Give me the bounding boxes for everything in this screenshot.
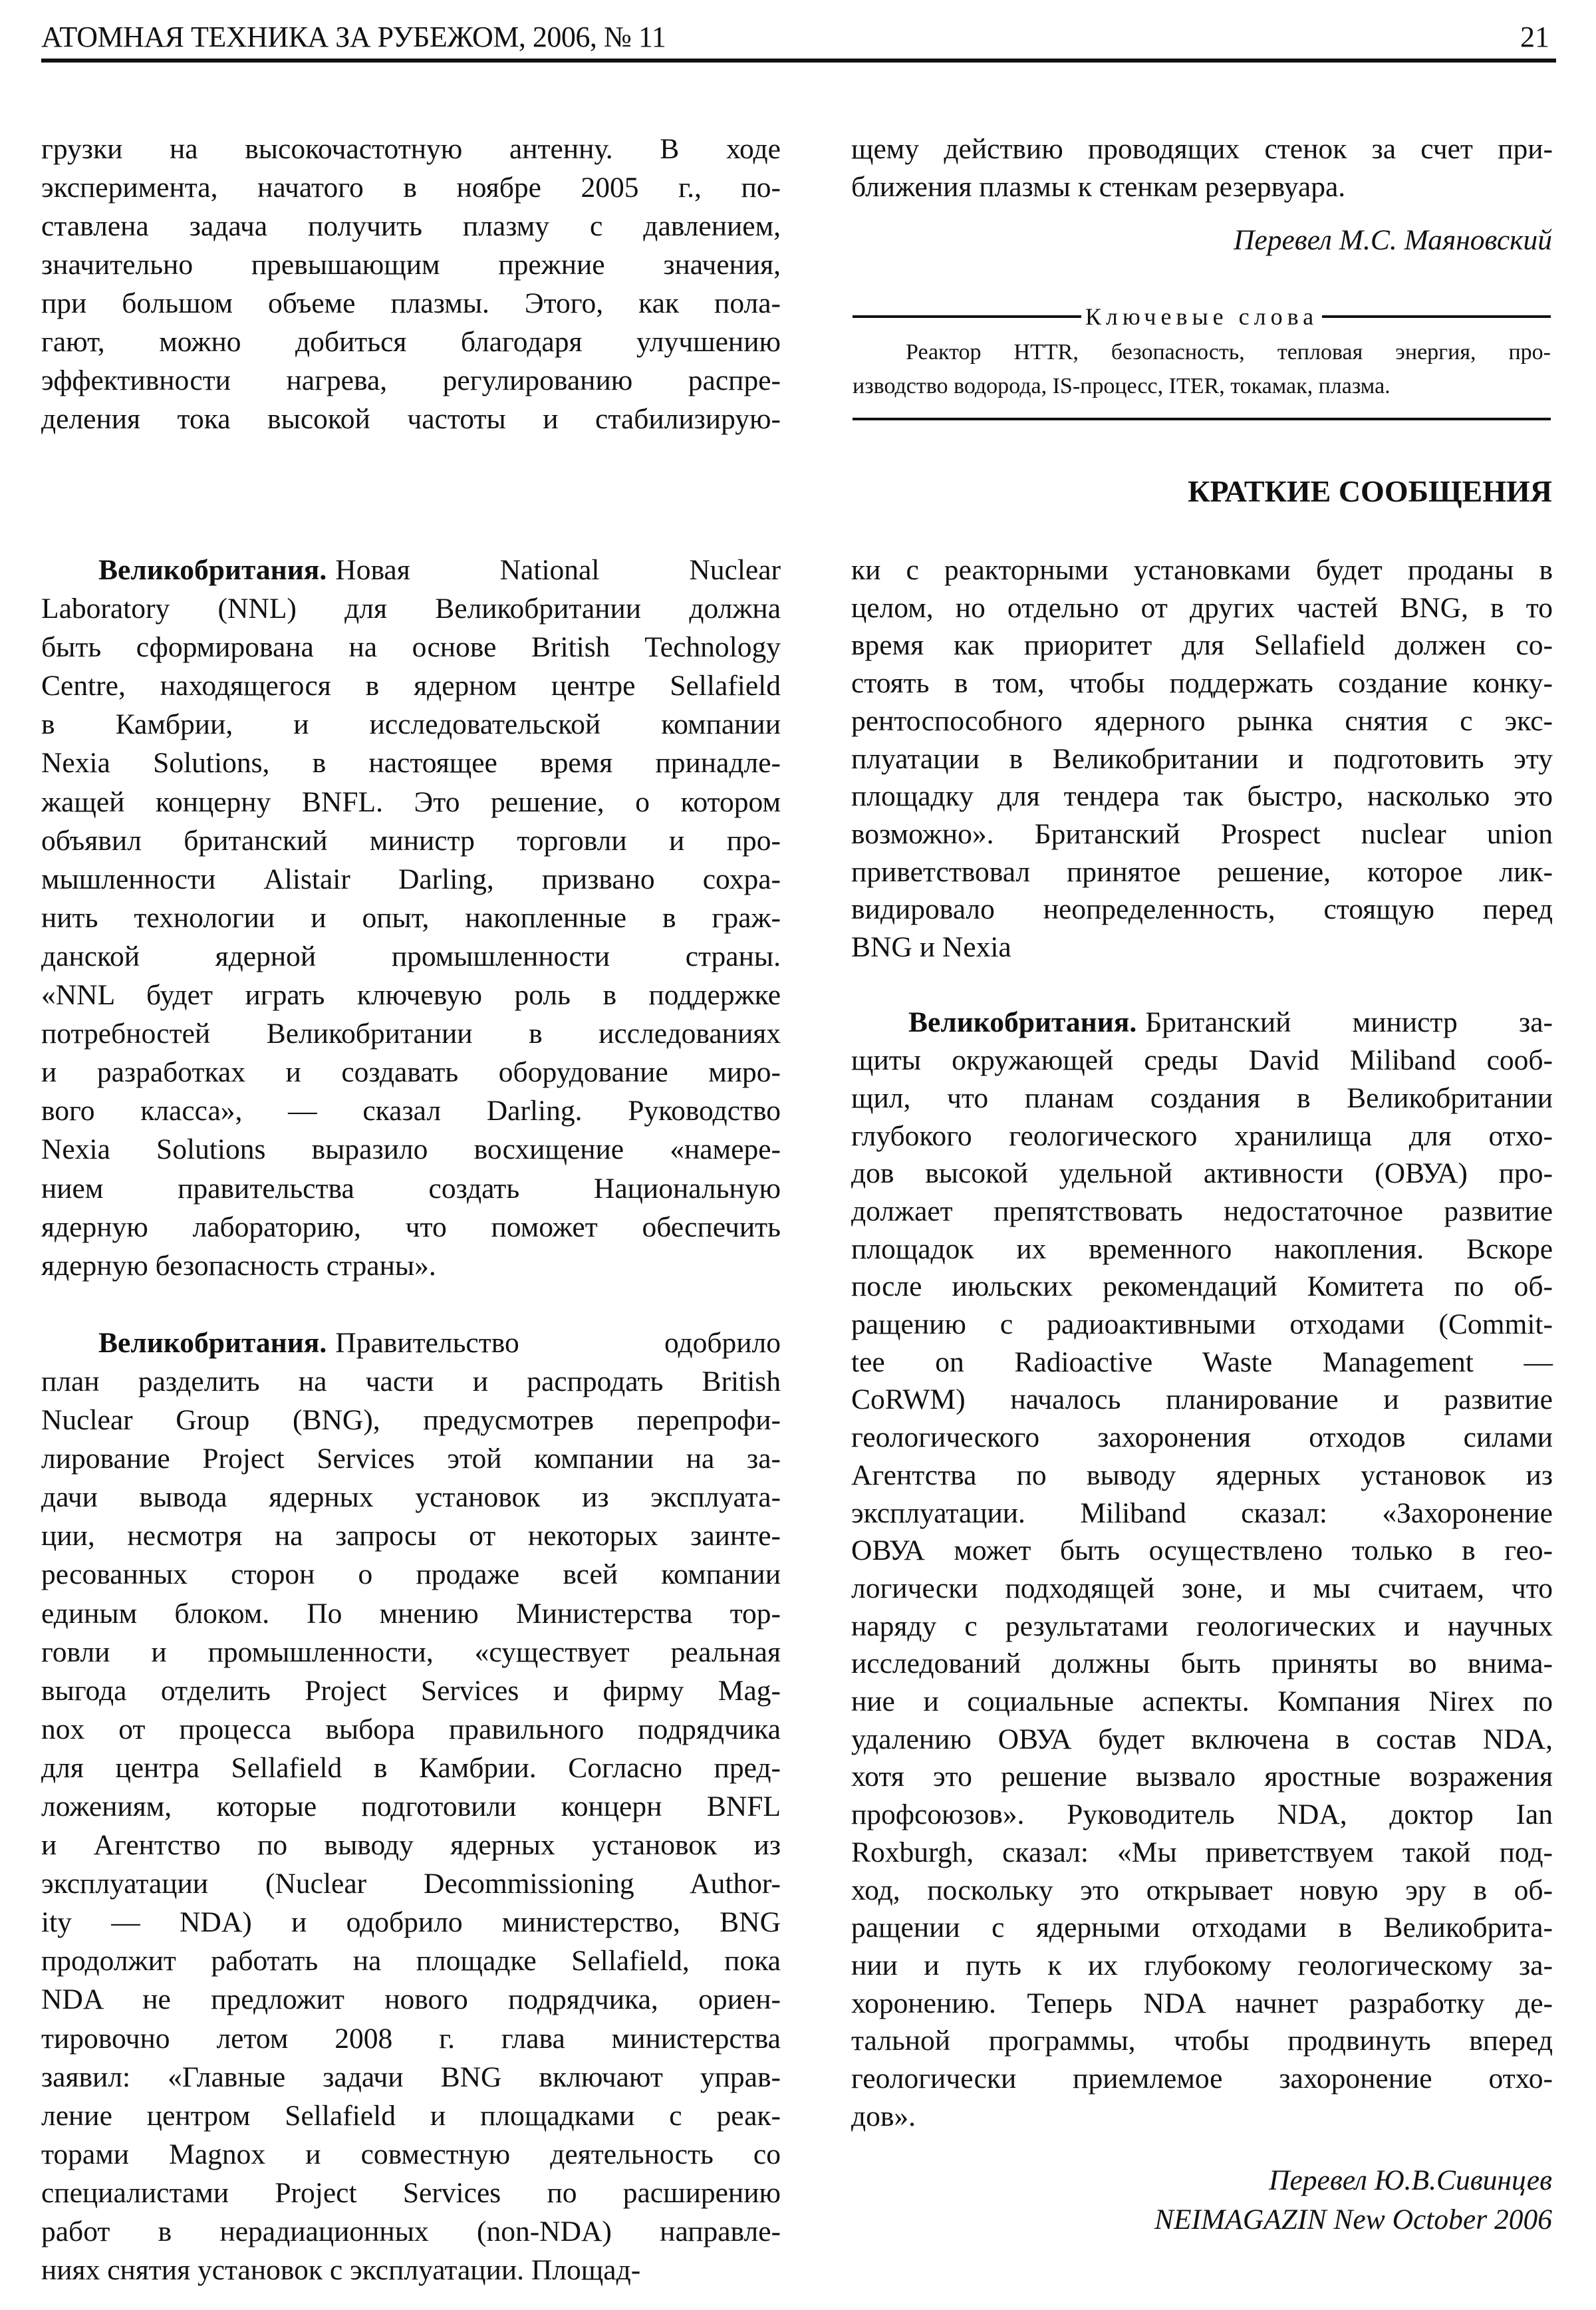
- text-line: [41, 1439, 781, 1478]
- text-line: [41, 2019, 781, 2058]
- line-text: щему действию проводящих стенок за счет при-: [851, 133, 1553, 165]
- text-line: [851, 1419, 1553, 1457]
- line-text: логически подходящей зоне, и мы считаем, что: [851, 1572, 1553, 1604]
- line-text: хоронению. Теперь NDA начнет разработку де-: [851, 1987, 1553, 2019]
- text-line: [41, 284, 781, 323]
- text-line: [851, 2022, 1553, 2060]
- text-line: [41, 130, 781, 168]
- header-rule: [41, 59, 1556, 63]
- text-line: [41, 1053, 781, 1091]
- line-text: значительно превышающим прежние значения,: [41, 249, 781, 281]
- text-line: [41, 1594, 781, 1633]
- line-text: исследований должны быть приняты во внима-: [851, 1648, 1553, 1680]
- line-text: ращении с ядерными отходами в Великобрита-: [851, 1912, 1553, 1944]
- line-text: ближения плазмы к стенкам резервуара.: [851, 171, 1346, 203]
- line-text: нием правительства создать Национальную: [41, 1172, 781, 1205]
- line-text: Nexia Solutions выразило восхищение «намере-: [41, 1133, 781, 1166]
- text-line: [851, 1080, 1553, 1117]
- text-line: [851, 2098, 1553, 2136]
- line-text: Nexia Solutions, в настоящее время принадле-: [41, 747, 781, 780]
- line-text: после июльских рекомендаций Комитета по об-: [851, 1270, 1553, 1303]
- line-text: хотя это решение вызвало яростные возражения: [851, 1761, 1553, 1793]
- line-text: ity — NDA) и одобрило министерство, BNG: [41, 1906, 781, 1939]
- line-text: приветствовал принятое решение, которое лик-: [851, 855, 1553, 888]
- line-text: CoRWM) началось планирование и развитие: [851, 1383, 1553, 1416]
- text-line: [851, 891, 1553, 929]
- text-line: [41, 899, 781, 937]
- line-text: работ в нерадиационных (non-NDA) направле-: [41, 2216, 781, 2248]
- line-text: щил, что планам создания в Великобритании: [851, 1082, 1553, 1114]
- line-text: Правительство одобрило: [335, 1326, 781, 1359]
- text-line: [41, 1091, 781, 1130]
- text-line: [41, 705, 781, 744]
- text-line: [851, 130, 1553, 168]
- text-line: [41, 1555, 781, 1594]
- text-line: [41, 1401, 781, 1439]
- text-line: [851, 853, 1553, 891]
- line-text: продолжит работать на площадке Sellafield, пока: [41, 1945, 781, 1977]
- text-line: [851, 1758, 1553, 1796]
- line-text: ОВУА может быть осуществлено только в гео-: [851, 1534, 1553, 1567]
- text-line: [41, 1516, 781, 1555]
- line-text: объявил британский министр торговли и про-: [41, 824, 781, 857]
- text-line: [41, 628, 781, 666]
- line-text: удалению ОВУА будет включена в состав NDA,: [851, 1723, 1553, 1755]
- text-line: [851, 1306, 1553, 1344]
- line-text: целом, но отдельно от других частей BNG, в то: [851, 591, 1553, 624]
- text-line: [851, 1495, 1553, 1532]
- text-line: [41, 1903, 781, 1942]
- article-continuation-right: [851, 130, 1553, 206]
- line-text: дачи вывода ядерных установок из эксплуата-: [41, 1481, 781, 1514]
- translator-credit: Перевел Ю.В.Сивинцев: [1269, 2164, 1552, 2196]
- line-text: профсоюзов». Руководитель NDA, доктор Ian: [851, 1799, 1553, 1831]
- line-text: в Камбрии, и исследовательской компании: [41, 708, 781, 741]
- line-text: BNG и Nexia: [851, 931, 1011, 964]
- journal-header-title: АТОМНАЯ ТЕХНИКА ЗА РУБЕЖОМ, 2006, № 11: [41, 21, 666, 53]
- text-line: [851, 1645, 1553, 1683]
- text-line: [851, 1909, 1553, 1947]
- line-text: и разработках и создавать оборудование миро-: [41, 1056, 781, 1089]
- line-text: nox от процесса выбора правильного подрядчика: [41, 1713, 781, 1745]
- text-line: [851, 702, 1553, 740]
- text-line: [851, 1834, 1553, 1872]
- text-line: [851, 1796, 1553, 1834]
- text-line: [851, 1117, 1553, 1155]
- text-line: [851, 1042, 1553, 1080]
- line-text: должает препятствовать недостаточное развитие: [851, 1195, 1553, 1227]
- text-line: [41, 821, 781, 860]
- line-text: нии и путь к их глубокому геологическому за-: [851, 1949, 1553, 1981]
- text-line: [41, 245, 781, 284]
- text-line: [41, 2251, 781, 2289]
- text-line: [851, 1230, 1553, 1268]
- line-text: геологически приемлемое захоронение отхо-: [851, 2063, 1553, 2095]
- divider: [853, 315, 1081, 318]
- paragraph-lead: Великобритания.: [908, 1006, 1137, 1039]
- line-text: жащей концерну BNFL. Это решение, о котором: [41, 786, 781, 818]
- keywords-heading: [853, 298, 1551, 335]
- line-text: Nuclear Group (BNG), предусмотрев перепрофи-: [41, 1404, 781, 1437]
- keywords-list: [853, 335, 1551, 403]
- text-line: [41, 1130, 781, 1169]
- text-line: [41, 1864, 781, 1903]
- keywords-title: Ключевые слова: [1085, 303, 1319, 330]
- text-line: [851, 627, 1553, 664]
- text-line: [41, 361, 781, 400]
- text-line: [41, 860, 781, 899]
- line-text: «NNL будет играть ключевую роль в поддержке: [41, 979, 781, 1012]
- line-text: ние и социальные аспекты. Компания Nirex по: [851, 1685, 1553, 1718]
- text-line: [851, 1268, 1553, 1306]
- line-text: время как приоритет для Sellafield должен со-: [851, 629, 1553, 662]
- line-text: быть сформирована на основе British Technology: [41, 631, 781, 664]
- line-text: деления тока высокой частоты и стабилизирую-: [41, 403, 781, 435]
- divider: [1322, 315, 1551, 318]
- text-line: [41, 2174, 781, 2212]
- line-text: дов».: [851, 2100, 916, 2132]
- line-text: площадок их временного накопления. Вскоре: [851, 1232, 1553, 1265]
- line-text: Laboratory (NNL) для Великобритании должна: [41, 593, 781, 625]
- text-line: [41, 937, 781, 976]
- line-text: лирование Project Services этой компании на за-: [41, 1443, 781, 1475]
- text-line: [41, 1749, 781, 1787]
- text-line: [41, 323, 781, 361]
- line-text: выгода отделить Project Services и фирму Mag-: [41, 1674, 781, 1707]
- text-line: [851, 1155, 1553, 1193]
- line-text: ядерную лабораторию, что поможет обеспечить: [41, 1211, 781, 1243]
- text-line: [851, 1985, 1553, 2023]
- line-text: геологического захоронения отходов силами: [851, 1421, 1553, 1454]
- text-line: [41, 1710, 781, 1749]
- line-text: и Агентство по выводу ядерных установок из: [41, 1829, 781, 1862]
- text-line: [851, 1193, 1553, 1230]
- text-line: [41, 551, 781, 589]
- line-text: наряду с результатами геологических и научных: [851, 1610, 1553, 1642]
- text-line: [851, 2060, 1553, 2098]
- keywords-line: Реактор HTTR, безопасность, тепловая энергия, про-: [906, 340, 1551, 364]
- text-line: [851, 1570, 1553, 1608]
- text-line: [851, 1683, 1553, 1721]
- line-text: при большом объеме плазмы. Этого, как пола-: [41, 287, 781, 319]
- text-line: [41, 976, 781, 1014]
- section-title: КРАТКИЕ СООБЩЕНИЯ: [1188, 474, 1552, 508]
- line-text: специалистами Project Services по расширению: [41, 2176, 781, 2209]
- line-text: NDA не предложит нового подрядчика, ориен-: [41, 1983, 781, 2016]
- paragraph-lead: Великобритания.: [98, 1326, 327, 1359]
- text-line: [851, 740, 1553, 778]
- text-line: [41, 400, 781, 438]
- text-line: [851, 1344, 1553, 1381]
- line-text: видировало неопределенность, стоящую перед: [851, 893, 1553, 926]
- text-line: [41, 666, 781, 705]
- news-column-left: [41, 551, 781, 2289]
- line-text: ставлена задача получить плазму с давлением,: [41, 210, 781, 242]
- text-line: [41, 744, 781, 782]
- line-text: Centre, находящегося в ядерном центре Sellafield: [41, 670, 781, 702]
- divider: [853, 418, 1551, 420]
- paragraph-gap: [851, 966, 1553, 1004]
- line-text: ниях снятия установок с эксплуатации. Площад-: [41, 2254, 641, 2287]
- line-text: говли и промышленности, «существует реальная: [41, 1636, 781, 1668]
- text-line: [851, 168, 1553, 206]
- text-line: [41, 589, 781, 628]
- line-text: гают, можно добиться благодаря улучшению: [41, 326, 781, 358]
- line-text: стоять в том, чтобы поддержать создание конку-: [851, 667, 1553, 700]
- line-text: ход, поскольку это открывает новую эру в об-: [851, 1874, 1553, 1906]
- line-text: Британский министр за-: [1145, 1006, 1553, 1039]
- line-text: ресованных сторон о продаже всей компании: [41, 1558, 781, 1591]
- line-text: ление центром Sellafield и площадками с реак-: [41, 2099, 781, 2132]
- text-line: [851, 1004, 1553, 1042]
- line-text: эксплуатации. Miliband сказал: «Захоронение: [851, 1497, 1553, 1529]
- paragraph-gap: [41, 1285, 781, 1324]
- line-text: ложениям, которые подготовили концерн BNFL: [41, 1791, 781, 1822]
- text-line: [851, 1872, 1553, 1910]
- line-text: ядерную безопасность страны».: [41, 1249, 436, 1282]
- text-line: [851, 1947, 1553, 1985]
- line-text: щиты окружающей среды David Miliband сооб-: [851, 1044, 1553, 1077]
- text-line: [851, 815, 1553, 853]
- line-text: площадку для тендера так быстро, насколько это: [851, 780, 1553, 813]
- line-text: торами Magnox и совместную деятельность со: [41, 2138, 781, 2170]
- text-line: [41, 2135, 781, 2174]
- text-line: [41, 1246, 781, 1285]
- line-text: мышленности Alistair Darling, призвано сохра-: [41, 863, 781, 895]
- line-text: заявил: «Главные задачи BNG включают управ-: [41, 2061, 781, 2093]
- keywords-line: изводство водорода, IS-процесс, ITER, токамак, плазма.: [853, 374, 1391, 398]
- text-line: [41, 1980, 781, 2019]
- line-text: единым блоком. По мнению Министерства тор-: [41, 1597, 781, 1630]
- text-line: [41, 783, 781, 821]
- text-line: [851, 1457, 1553, 1495]
- line-text: ции, несмотря на запросы от некоторых заинте-: [41, 1520, 781, 1552]
- text-line: [851, 1721, 1553, 1759]
- line-text: грузки на высокочастотную антенну. В ходе: [41, 133, 781, 165]
- text-line: [41, 1787, 781, 1826]
- text-line: [851, 1608, 1553, 1646]
- line-text: Новая National Nuclear: [335, 554, 781, 586]
- text-line: [851, 664, 1553, 702]
- line-text: Roxburgh, сказал: «Мы приветствуем такой под-: [851, 1836, 1553, 1868]
- text-line: [41, 2058, 781, 2096]
- text-line: [851, 551, 1553, 589]
- line-text: возможно». Британский Prospect nuclear union: [851, 817, 1553, 850]
- keywords-box: [853, 298, 1551, 420]
- text-line: [41, 1324, 781, 1362]
- paragraph-lead: Великобритания.: [98, 554, 327, 586]
- text-line: [41, 2096, 781, 2135]
- text-line: [41, 1169, 781, 1208]
- line-text: tee on Radioactive Waste Management —: [851, 1346, 1553, 1378]
- line-text: данской ядерной промышленности страны.: [41, 940, 781, 972]
- article-continuation-left: [41, 130, 781, 438]
- text-line: [851, 589, 1553, 627]
- text-line: [41, 1671, 781, 1710]
- text-line: [41, 1826, 781, 1864]
- line-text: эксплуатации (Nuclear Decommissioning Author-: [41, 1868, 781, 1900]
- line-text: ки с реакторными установками будет проданы в: [851, 554, 1553, 586]
- line-text: тировочно летом 2008 г. глава министерства: [41, 2022, 781, 2055]
- text-line: [41, 2212, 781, 2251]
- text-line: [41, 1362, 781, 1401]
- source-citation: NEIMAGAZIN New October 2006: [1154, 2204, 1552, 2236]
- line-text: вого класса», — сказал Darling. Руководство: [41, 1095, 781, 1127]
- line-text: эксперимента, начатого в ноябре 2005 г., по-: [41, 172, 781, 204]
- line-text: потребностей Великобритании в исследованиях: [41, 1018, 781, 1050]
- line-text: рентоспособного ядерного рынка снятия с экс-: [851, 704, 1553, 737]
- line-text: глубокого геологического хранилища для отхо-: [851, 1119, 1553, 1152]
- line-text: тальной программы, чтобы продвинуть вперед: [851, 2025, 1553, 2057]
- line-text: дов высокой удельной активности (ОВУА) про-: [851, 1157, 1553, 1190]
- line-text: план разделить на части и распродать British: [41, 1365, 781, 1397]
- text-line: [41, 1942, 781, 1980]
- text-line: [41, 168, 781, 207]
- text-line: [851, 929, 1553, 966]
- line-text: плуатации в Великобритании и подготовить эту: [851, 742, 1553, 775]
- line-text: нить технологии и опыт, накопленные в граж-: [41, 901, 781, 934]
- line-text: для центра Sellafield в Камбрии. Согласно пред-: [41, 1751, 781, 1784]
- news-column-right: [851, 551, 1553, 2136]
- page-number: 21: [1520, 21, 1549, 53]
- text-line: [851, 1532, 1553, 1570]
- text-line: [41, 1478, 781, 1516]
- text-line: [41, 1014, 781, 1053]
- text-line: [851, 1381, 1553, 1419]
- text-line: [41, 207, 781, 245]
- text-line: [41, 1633, 781, 1671]
- text-line: [851, 778, 1553, 815]
- line-text: эффективности нагрева, регулированию распре-: [41, 364, 781, 396]
- line-text: ращению с радиоактивными отходами (Commit-: [851, 1308, 1553, 1341]
- text-line: [41, 1208, 781, 1246]
- line-text: Агентства по выводу ядерных установок из: [851, 1459, 1553, 1491]
- translator-credit: Перевел М.С. Маяновский: [1234, 224, 1552, 256]
